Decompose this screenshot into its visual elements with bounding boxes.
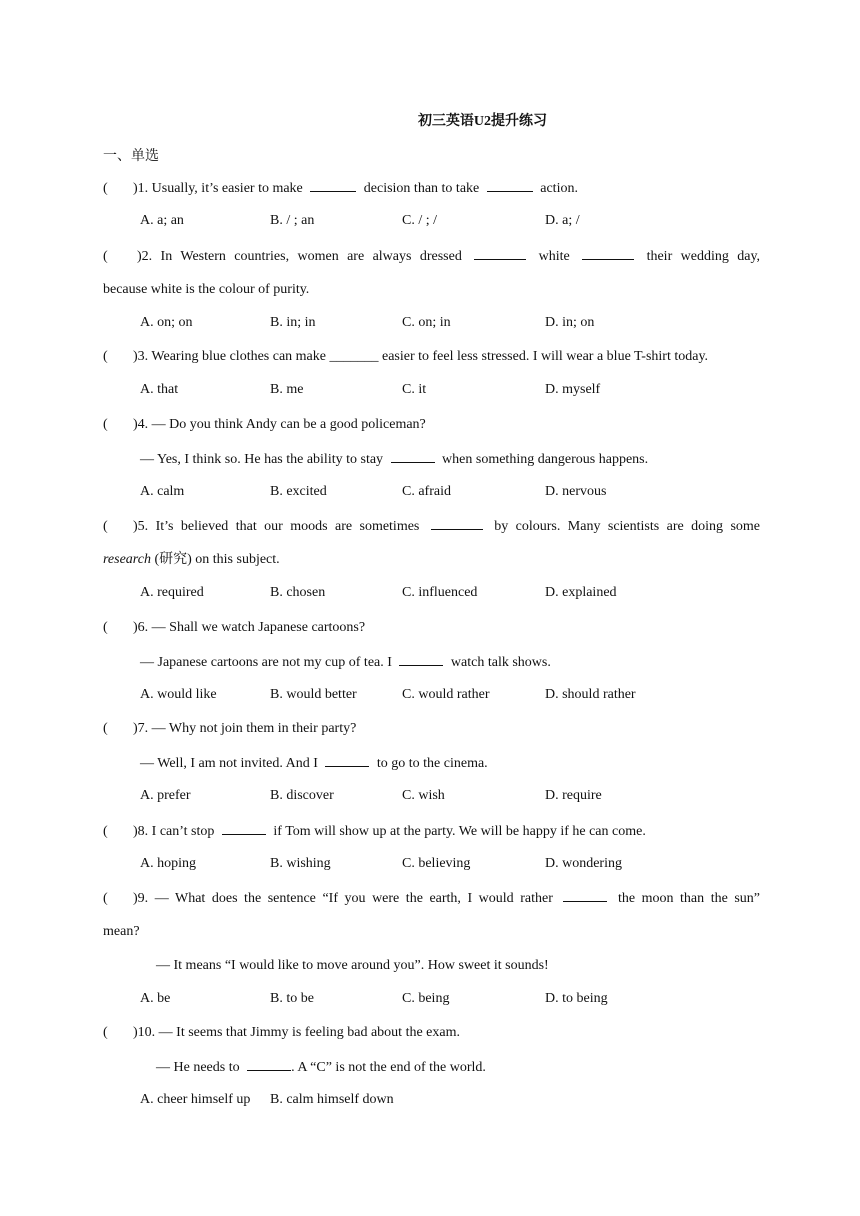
options-q10 [140,1092,760,1110]
options-q1 [140,213,760,231]
options-q3 [140,382,760,400]
option-b: B. would better [270,687,357,702]
option-b: B. chosen [270,585,326,600]
option-a: A. that [140,382,179,397]
option-a: A. on; on [140,315,193,330]
answer-blank [391,450,435,463]
question-6-answer-line: — Japanese cartoons are not my cup of tea. I watch talk shows. [140,655,551,670]
section-heading: 一、单选 [103,149,159,164]
options-q2 [140,315,760,333]
answer-blank [325,754,369,767]
option-d: D. a; / [545,213,580,228]
options-q6 [140,687,760,705]
question-5: ( )5. It’s believed that our moods are sometimes by colours. Many scientists are doing some [103,519,760,534]
option-c: C. would rather [402,687,490,702]
option-c: C. believing [402,856,471,871]
option-b: B. excited [270,484,327,499]
answer-blank [222,822,266,835]
question-7-answer-line: — Well, I am not invited. And I to go to the cinema. [140,756,488,771]
option-a: A. required [140,585,204,600]
options-q8 [140,856,760,874]
question-7: ( )7. — Why not join them in their party? [103,721,357,736]
option-a: A. be [140,991,171,1006]
page-title: 初三英语U2提升练习 [417,114,548,129]
answer-blank [563,889,607,902]
answer-blank [474,247,526,260]
options-q7 [140,788,760,806]
option-c: C. on; in [402,315,451,330]
options-q5 [140,585,760,603]
option-a: A. calm [140,484,185,499]
option-a: A. cheer himself up [140,1092,251,1107]
answer-blank [247,1058,291,1071]
option-c: C. being [402,991,450,1006]
question-9: ( )9. — What does the sentence “If you were the earth, I would rather the moon than the sun” [103,891,761,906]
question-4-answer-line: — Yes, I think so. He has the ability to stay when something dangerous happens. [140,452,649,467]
option-d: D. should rather [545,687,636,702]
option-b: B. wishing [270,856,331,871]
answer-blank [310,179,356,192]
option-d: D. nervous [545,484,607,499]
question-6: ( )6. — Shall we watch Japanese cartoons? [103,620,366,635]
option-a: A. hoping [140,856,196,871]
answer-blank [582,247,634,260]
option-b: B. to be [270,991,314,1006]
option-a: A. would like [140,687,217,702]
option-d: D. myself [545,382,601,397]
option-c: C. afraid [402,484,451,499]
option-a: A. prefer [140,788,191,803]
option-d: D. explained [545,585,617,600]
option-d: D. to being [545,991,608,1006]
option-c: C. influenced [402,585,478,600]
question-4: ( )4. — Do you think Andy can be a good policeman? [103,417,426,432]
question-10: ( )10. — It seems that Jimmy is feeling bad about the exam. [103,1025,460,1040]
option-b: B. me [270,382,304,397]
options-q4 [140,484,760,502]
question-2-continued: because white is the colour of purity. [103,282,310,297]
answer-blank [487,179,533,192]
answer-blank [431,517,483,530]
option-c: C. wish [402,788,445,803]
option-c: C. / ; / [402,213,438,228]
question-8: ( )8. I can’t stop if Tom will show up at the party. We will be happy if he can come. [103,824,646,839]
question-9-answer-line: — It means “I would like to move around you”. How sweet it sounds! [156,958,549,973]
question-10-answer-line: — He needs to . A “C” is not the end of the world. [156,1060,486,1075]
option-b: B. / ; an [270,213,315,228]
option-c: C. it [402,382,427,397]
option-b: B. calm himself down [270,1092,394,1107]
option-a: A. a; an [140,213,184,228]
question-3: ( )3. Wearing blue clothes can make _______ easier to feel less stressed. I will wear a blue T-shirt today. [103,349,709,364]
question-1: ( )1. Usually, it’s easier to make decision than to take action. [103,181,578,196]
question-5-continued: research (研究) on this subject. [103,552,280,567]
option-b: B. discover [270,788,334,803]
answer-blank [399,653,443,666]
option-d: D. in; on [545,315,595,330]
option-d: D. wondering [545,856,622,871]
question-2: ( )2. In Western countries, women are always dressed white their wedding day, [103,249,761,264]
question-9-continued: mean? [103,924,140,939]
options-q9 [140,991,760,1009]
option-b: B. in; in [270,315,316,330]
option-d: D. require [545,788,602,803]
